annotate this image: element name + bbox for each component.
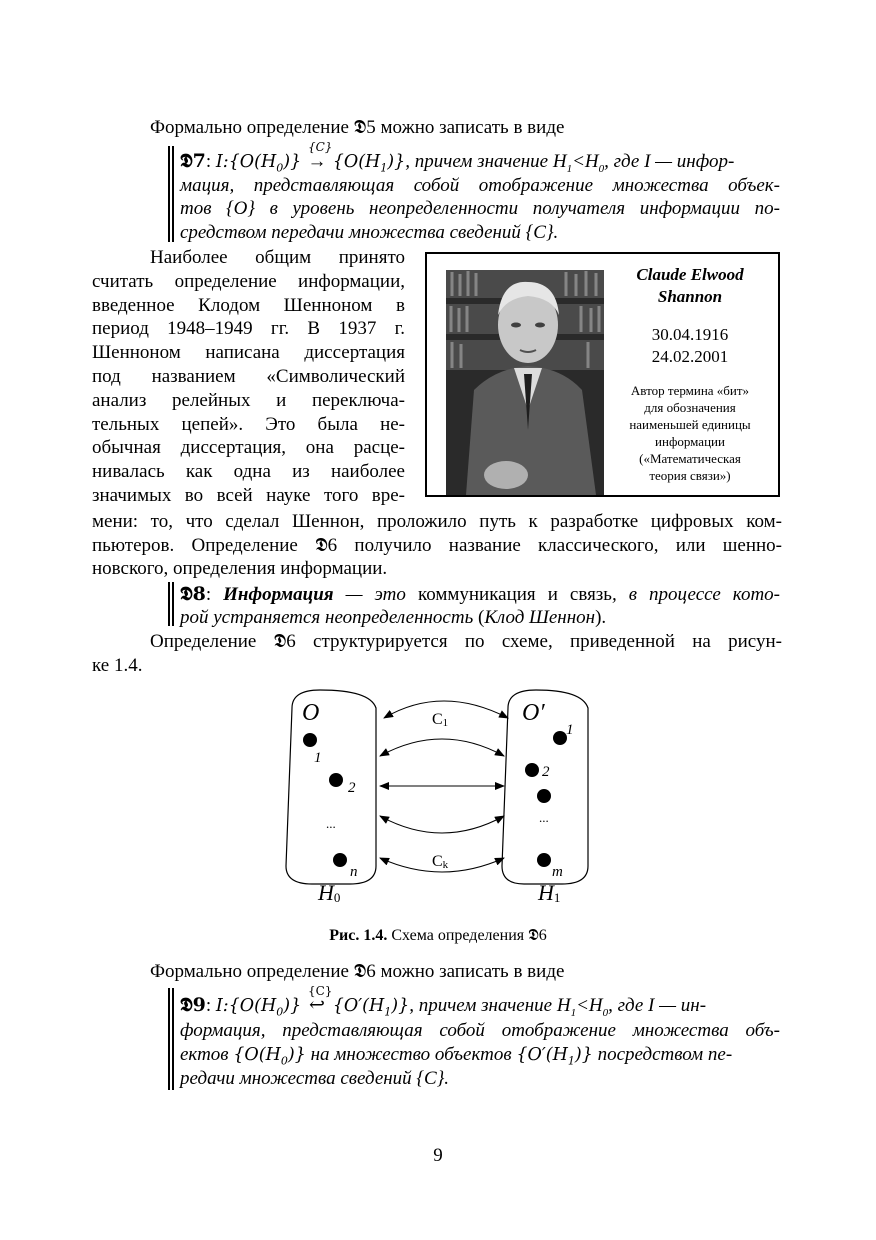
right-ellipsis: ... [539,810,549,825]
left-label-n: n [350,864,358,880]
left-set-name: O [302,700,320,726]
paragraph-line: тельных цепей». Это была не- [92,413,405,435]
sidebar-desc-line: Автор термина «бит» [630,383,750,398]
scheme-text-1: Определение 𝕯6 структурируется по схеме, приведенной на рисун- [150,631,782,652]
d9-formula-right: $\{O'(H_1)\}$ [332,996,410,1019]
sidebar-desc-line: («Математическая [639,451,741,466]
right-label-2: 2 [542,764,550,780]
paragraph-line: значимых во всей науке того вре- [92,485,405,506]
scheme-text-2: ке 1.4. [92,655,143,676]
arrow-4 [380,816,504,833]
left-element-n [333,853,347,867]
left-label-1: 1 [314,750,322,766]
paragraph-line: считать определение информации, [92,270,405,292]
d9-line-2: формация, представляющая собой отображение множества объ- [180,1020,780,1041]
d8-line-1: 𝕯8: Информация — это коммуникация и связь, в процессе кото- [180,583,781,605]
d7-line-1: 𝕯7: $I:\{O(H_0)\}$ {C} → $\{O(H_1)\}$, причем значение $H_1<H_0$, где I — инфор- [180,150,734,181]
d9-bar-left [168,988,170,1090]
d7-arrow-label: {C} [307,140,333,154]
paragraph-line: период 1948–1949 гг. В 1937 г. [92,318,405,340]
d9-formula-left: $I:\{O(H_0)\}$ [215,996,302,1019]
right-element-m [537,853,551,867]
d7-line1-tail: , причем значение $H_1<H_0$, где I — инфор- [405,151,735,175]
right-element-2 [525,763,539,777]
label-ck: Ck [432,853,449,871]
sidebar-dates [610,324,770,368]
sidebar-description [610,382,770,484]
paragraph-line: под названием «Символический [92,366,405,387]
intro-d7: Формально определение 𝕯5 можно записать в виде [150,117,565,138]
continuation-line-2: пьютеров. Определение 𝕯6 получило название классического, или шенно- [92,535,782,556]
label-c1: C1 [432,711,449,729]
sidebar-name: Claude Elwood Shannon [636,265,744,306]
right-level: H1 [538,880,561,905]
left-element-1 [303,733,317,747]
paragraph-line: Наиболее общим принято [150,247,405,268]
d9-arrow-label: {C} [307,984,333,998]
definition-bar-left [168,146,170,242]
right-label-1: 1 [566,722,574,738]
d8-line-2: рой устраняется неопределенность (Клод Шеннон). [180,607,607,628]
left-set-outline [286,690,376,884]
d7-line-2: мация, представляющая собой отображение множества объек- [180,175,780,196]
left-label-2: 2 [348,780,356,796]
right-element-3 [537,789,551,803]
d7-line-4: средством передачи множества сведений {C}. [180,222,559,243]
sidebar-desc-line: информации [655,434,725,449]
paragraph-line: анализ релейных и переключа- [92,389,405,411]
right-element-1 [553,731,567,745]
d8-bar-right [172,582,174,626]
d9-label: 𝕯9 [180,994,206,1016]
d9-arrow: {C} ↩ [306,994,328,1017]
d7-label: 𝕯7 [180,150,206,172]
d9-bar-right [172,988,174,1090]
d7-formula-right: $\{O(H_1)\}$ [332,152,406,175]
d7-line-3: тов {O} в уровень неопределенности получателя информации по- [180,198,780,219]
paragraph-line: Шенноном написана диссертация [92,342,405,364]
d9-line1-tail: , причем значение $H_1<H_0$, где I — ин- [409,995,707,1019]
paragraph-line: нивалась как одна из наиболее [92,461,405,483]
continuation-line-3: новского, определения информации. [92,558,388,579]
page-number: 9 [433,1145,443,1166]
left-ellipsis: ... [326,816,336,831]
death-date: 24.02.2001 [651,347,729,366]
d9-line-1: 𝕯9: $I:\{O(H_0)\}$ {C} ↩ $\{O'(H_1)\}$, причем значение $H_1<H_0$, где I — ин- [180,994,706,1025]
d9-line-4: редачи множества сведений {C}. [180,1068,450,1089]
birth-date: 30.04.1916 [651,325,729,344]
left-element-2 [329,773,343,787]
arrow-c1 [384,701,508,718]
sidebar-desc-line: для обозначения [644,400,736,415]
d8-bar-left [168,582,170,626]
d9-line-3: ектов $\{O(H_0)\}$ на множество объектов $\{O'(H_1)\}$ посредством пе- [180,1044,733,1068]
d7-arrow: {C} → [306,150,328,173]
right-set-name: O′ [522,700,545,726]
sidebar-desc-line: наименьшей единицы [629,417,751,432]
arrow-2 [380,739,504,756]
figure-caption: Рис. 1.4. Схема определения 𝕯6 [329,927,547,944]
shannon-sidebar [425,252,780,497]
paragraph-line: введенное Клодом Шенноном в [92,294,405,316]
left-level: H0 [318,880,341,905]
sidebar-desc-line: теория связи») [649,468,731,483]
continuation-line-1: мени: то, что сделал Шеннон, проложило путь к разработке цифровых ком- [92,511,782,532]
shannon-portrait-photo [446,270,604,495]
paragraph-line: обычная диссертация, она расце- [92,437,405,459]
d8-term: Информация [223,584,334,605]
intro-d9: Формально определение 𝕯6 можно записать в виде [150,961,565,982]
definition-bar-right [172,146,174,242]
right-label-m: m [552,864,563,880]
figure-1-4 [280,688,600,908]
d7-formula-left: $I:\{O(H_0)\}$ [215,152,302,175]
